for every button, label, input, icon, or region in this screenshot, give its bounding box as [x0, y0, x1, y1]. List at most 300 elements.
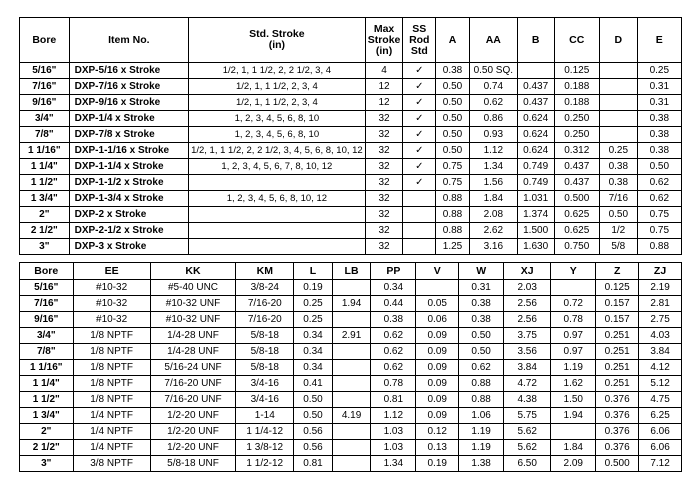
table-cell: 1/2, 1, 1 1/2, 2, 3, 4	[189, 79, 366, 95]
column-header: L	[294, 263, 333, 280]
table-cell: 7/16	[600, 191, 638, 207]
table-cell: 0.624	[517, 111, 554, 127]
table-cell: 5/8-18	[236, 328, 294, 344]
table-cell: 5/8	[600, 239, 638, 255]
table-cell	[189, 175, 366, 191]
table-cell: 2.08	[469, 207, 517, 223]
table-cell: 0.625	[554, 223, 600, 239]
column-header: EE	[73, 263, 150, 280]
column-header: KK	[150, 263, 236, 280]
table-cell: 0.251	[596, 376, 639, 392]
table-cell: 0.19	[416, 456, 459, 472]
table-cell: 0.38	[600, 175, 638, 191]
table-cell: 1/2, 1, 1 1/2, 2, 2 1/2, 3, 4, 5, 6, 8, 10, 12	[189, 143, 366, 159]
table-cell: 0.44	[371, 296, 416, 312]
table-cell: 1.031	[517, 191, 554, 207]
table-row	[20, 79, 682, 95]
table-cell: 0.19	[294, 280, 333, 296]
table-cell: 2.56	[504, 296, 551, 312]
table-cell: 0.09	[416, 328, 459, 344]
bore-cell: 5/16"	[20, 280, 74, 296]
column-header-text: CC	[569, 33, 585, 46]
table-cell: 4.38	[504, 392, 551, 408]
table-cell: 1.34	[371, 456, 416, 472]
table-cell	[332, 440, 371, 456]
column-header: Z	[596, 263, 639, 280]
column-header-text: Stroke	[367, 33, 401, 46]
table-cell	[600, 111, 638, 127]
table-cell: 5.75	[504, 408, 551, 424]
table-cell: DXP-5/16 x Stroke	[69, 63, 188, 79]
table-cell: 0.376	[596, 424, 639, 440]
table-cell: 1/2-20 UNF	[150, 424, 236, 440]
column-header	[436, 18, 470, 63]
table-row	[20, 239, 682, 255]
table-cell: 0.31	[637, 95, 681, 111]
table-cell: 1/8 NPTF	[73, 360, 150, 376]
column-header: Y	[551, 263, 596, 280]
table-cell: 0.34	[294, 328, 333, 344]
table-cell: DXP-1-1/4 x Stroke	[69, 159, 188, 175]
column-header: Bore	[20, 263, 74, 280]
table-cell: 0.38	[637, 127, 681, 143]
table-row	[20, 424, 682, 440]
table-cell: 1.19	[459, 440, 504, 456]
table-cell: 1.630	[517, 239, 554, 255]
table-cell: 0.749	[517, 159, 554, 175]
table-cell: #10-32 UNF	[150, 312, 236, 328]
table-cell: 0.12	[416, 424, 459, 440]
table-cell	[517, 63, 554, 79]
table-cell: 0.38	[371, 312, 416, 328]
table-cell: 0.62	[459, 360, 504, 376]
table-cell: 0.75	[637, 223, 681, 239]
table-cell: 32	[365, 207, 403, 223]
table-cell: 0.376	[596, 408, 639, 424]
table-cell	[551, 424, 596, 440]
table-cell: 1.84	[551, 440, 596, 456]
ss-rod-check-cell: ✓	[403, 143, 436, 159]
table-cell: 0.75	[436, 175, 470, 191]
column-header-text: Max	[373, 22, 395, 35]
table-cell: 0.31	[637, 79, 681, 95]
table-cell	[600, 95, 638, 111]
table-cell: 0.97	[551, 344, 596, 360]
table-cell: 0.56	[294, 440, 333, 456]
table-cell: 2.56	[504, 312, 551, 328]
table-row	[20, 207, 682, 223]
table-cell: 1/4 NPTF	[73, 408, 150, 424]
table-cell: DXP-3 x Stroke	[69, 239, 188, 255]
table-cell: 2.19	[639, 280, 682, 296]
table-cell: 0.38	[459, 296, 504, 312]
table-row	[20, 280, 682, 296]
column-header-text: Std. Stroke	[249, 28, 305, 40]
column-header	[554, 18, 600, 63]
table-cell: 32	[365, 143, 403, 159]
column-header-text: Rod	[409, 33, 430, 46]
table-cell: 3/8-24	[236, 280, 294, 296]
table-cell: 1/4-28 UNF	[150, 328, 236, 344]
table-header-row	[20, 18, 682, 63]
table-cell	[416, 280, 459, 296]
table-header-row	[20, 263, 682, 280]
bore-cell: 1 1/4"	[20, 376, 74, 392]
table-cell: 0.97	[551, 328, 596, 344]
table-row	[20, 143, 682, 159]
table-cell: 1.19	[459, 424, 504, 440]
table-row	[20, 127, 682, 143]
table-cell: 1 1/2-12	[236, 456, 294, 472]
table-cell: 1, 2, 3, 4, 5, 6, 7, 8, 10, 12	[189, 159, 366, 175]
table-cell: 0.50	[436, 111, 470, 127]
table-cell: 0.50	[436, 127, 470, 143]
table-cell: 0.78	[551, 312, 596, 328]
table-row	[20, 223, 682, 239]
table-cell: #10-32	[73, 296, 150, 312]
table-cell: 0.86	[469, 111, 517, 127]
table-row	[20, 360, 682, 376]
table-row	[20, 111, 682, 127]
column-header: PP	[371, 263, 416, 280]
column-header	[469, 18, 517, 63]
table-cell: 0.50	[294, 392, 333, 408]
table-cell: 32	[365, 159, 403, 175]
table-cell: 0.437	[554, 159, 600, 175]
table-cell: 0.50	[637, 159, 681, 175]
bore-cell: 3"	[20, 456, 74, 472]
table-row	[20, 159, 682, 175]
table-cell: 4.19	[332, 408, 371, 424]
table-cell: 0.437	[517, 95, 554, 111]
bore-cell: 2"	[20, 207, 70, 223]
table-cell: 32	[365, 223, 403, 239]
table-cell: 0.50	[459, 328, 504, 344]
table-row	[20, 392, 682, 408]
ss-rod-check-cell: ✓	[403, 63, 436, 79]
table-cell	[189, 207, 366, 223]
table-cell: 0.78	[371, 376, 416, 392]
table-cell: 7.12	[639, 456, 682, 472]
table-cell: 0.34	[371, 280, 416, 296]
bore-cell: 7/8"	[20, 344, 74, 360]
table-cell	[600, 127, 638, 143]
table-cell: 0.62	[637, 175, 681, 191]
table-row	[20, 63, 682, 79]
bore-cell: 3/4"	[20, 111, 70, 127]
table-cell: #10-32	[73, 312, 150, 328]
column-header: V	[416, 263, 459, 280]
column-header-text: A	[448, 33, 457, 46]
table-cell: 0.75	[637, 207, 681, 223]
table-cell: 3.56	[504, 344, 551, 360]
table-cell: 6.25	[639, 408, 682, 424]
table-cell: DXP-9/16 x Stroke	[69, 95, 188, 111]
column-header-text: Std	[410, 44, 428, 57]
column-header: W	[459, 263, 504, 280]
table-cell: 1/2-20 UNF	[150, 408, 236, 424]
table-cell: DXP-1-1/16 x Stroke	[69, 143, 188, 159]
table-cell: 0.75	[436, 159, 470, 175]
table-cell: 0.312	[554, 143, 600, 159]
ss-rod-check-cell	[403, 207, 436, 223]
table-cell: 2.91	[332, 328, 371, 344]
table-cell: 0.41	[294, 376, 333, 392]
table-cell	[551, 280, 596, 296]
table-cell: 0.62	[637, 191, 681, 207]
bore-cell: 3/4"	[20, 328, 74, 344]
ss-rod-check-cell	[403, 191, 436, 207]
table-cell: 0.125	[554, 63, 600, 79]
table-row	[20, 408, 682, 424]
table-cell: 5/16-24 UNF	[150, 360, 236, 376]
table-cell: 0.38	[459, 312, 504, 328]
table-cell: 5/8-18 UNF	[150, 456, 236, 472]
table-cell: 0.88	[436, 207, 470, 223]
table-row	[20, 191, 682, 207]
table-cell: 1, 2, 3, 4, 5, 6, 8, 10	[189, 111, 366, 127]
table-cell: 0.56	[294, 424, 333, 440]
table-cell: 1/4 NPTF	[73, 440, 150, 456]
bore-cell: 1 1/16"	[20, 360, 74, 376]
table-cell: 1/2-20 UNF	[150, 440, 236, 456]
table-cell: 0.624	[517, 127, 554, 143]
table-row	[20, 175, 682, 191]
table-cell	[600, 63, 638, 79]
table-cell: 0.09	[416, 376, 459, 392]
column-header-text: (in)	[268, 39, 286, 51]
table-cell: DXP-7/16 x Stroke	[69, 79, 188, 95]
column-header-text: (in)	[375, 44, 393, 57]
table-cell: 0.88	[459, 392, 504, 408]
column-header	[403, 18, 436, 63]
specs-table-threads	[19, 262, 682, 472]
table-cell: 1.94	[332, 296, 371, 312]
table-cell: 0.50 SQ.	[469, 63, 517, 79]
table-cell: 0.06	[416, 312, 459, 328]
table-cell	[332, 424, 371, 440]
table-cell: 0.188	[554, 95, 600, 111]
table-cell: 1.12	[469, 143, 517, 159]
table-cell: 3/8 NPTF	[73, 456, 150, 472]
table-cell: DXP-1-3/4 x Stroke	[69, 191, 188, 207]
table-cell: 0.251	[596, 344, 639, 360]
table-cell: 0.62	[371, 328, 416, 344]
table-cell: 0.125	[596, 280, 639, 296]
table-cell: 1/8 NPTF	[73, 376, 150, 392]
table-row	[20, 456, 682, 472]
table-cell: 0.38	[600, 159, 638, 175]
table-cell: 0.81	[294, 456, 333, 472]
ss-rod-check-cell: ✓	[403, 159, 436, 175]
column-header: LB	[332, 263, 371, 280]
bore-cell: 9/16"	[20, 95, 70, 111]
table-cell: DXP-7/8 x Stroke	[69, 127, 188, 143]
table-cell: 6.06	[639, 424, 682, 440]
table-cell: 0.31	[459, 280, 504, 296]
table-cell: 32	[365, 127, 403, 143]
column-header	[69, 18, 188, 63]
table-cell: 0.157	[596, 312, 639, 328]
table-cell: 0.500	[554, 191, 600, 207]
table-cell: DXP-2-1/2 x Stroke	[69, 223, 188, 239]
column-header: KM	[236, 263, 294, 280]
table-cell: 3/4-16	[236, 376, 294, 392]
table-cell: 0.25	[294, 296, 333, 312]
table-cell: 1-14	[236, 408, 294, 424]
table-cell: 2.75	[639, 312, 682, 328]
table-cell: 12	[365, 95, 403, 111]
table-row	[20, 328, 682, 344]
column-header	[600, 18, 638, 63]
table-cell: 0.250	[554, 111, 600, 127]
table-cell: 5/8-18	[236, 360, 294, 376]
table-cell: 1.25	[436, 239, 470, 255]
table-cell: 1/2	[600, 223, 638, 239]
table-cell: 6.06	[639, 440, 682, 456]
table-row	[20, 440, 682, 456]
table-cell: 32	[365, 111, 403, 127]
table-cell: 2.09	[551, 456, 596, 472]
table-cell: 0.88	[436, 223, 470, 239]
table-cell	[600, 79, 638, 95]
table-cell: 2.62	[469, 223, 517, 239]
table-cell: 0.62	[371, 344, 416, 360]
column-header-text: E	[655, 33, 663, 46]
table-cell: 1/4 NPTF	[73, 424, 150, 440]
bore-cell: 7/16"	[20, 296, 74, 312]
bore-cell: 1 1/16"	[20, 143, 70, 159]
ss-rod-check-cell	[403, 223, 436, 239]
table-cell: 7/16-20 UNF	[150, 392, 236, 408]
table-cell: 3.75	[504, 328, 551, 344]
table-cell: 32	[365, 239, 403, 255]
table-cell: 0.62	[371, 360, 416, 376]
table-cell: 3.16	[469, 239, 517, 255]
table-cell: 32	[365, 175, 403, 191]
bore-cell: 5/16"	[20, 63, 70, 79]
table-cell: DXP-1/4 x Stroke	[69, 111, 188, 127]
bore-cell: 9/16"	[20, 312, 74, 328]
table-cell	[332, 312, 371, 328]
table-cell	[332, 280, 371, 296]
ss-rod-check-cell: ✓	[403, 111, 436, 127]
table-cell: 1.94	[551, 408, 596, 424]
table-cell: 0.188	[554, 79, 600, 95]
table-cell: 1, 2, 3, 4, 5, 6, 8, 10	[189, 127, 366, 143]
table-cell	[332, 360, 371, 376]
ss-rod-check-cell: ✓	[403, 79, 436, 95]
bore-cell: 1 1/2"	[20, 175, 70, 191]
column-header-text: B	[531, 33, 540, 46]
column-header: XJ	[504, 263, 551, 280]
column-header	[365, 18, 403, 63]
table-cell: DXP-1-1/2 x Stroke	[69, 175, 188, 191]
ss-rod-check-cell: ✓	[403, 175, 436, 191]
table-cell: 7/16-20	[236, 312, 294, 328]
bore-cell: 7/16"	[20, 79, 70, 95]
table-cell: DXP-2 x Stroke	[69, 207, 188, 223]
table-cell: 7/16-20 UNF	[150, 376, 236, 392]
table-cell: 0.09	[416, 408, 459, 424]
table-cell: 0.72	[551, 296, 596, 312]
table-cell	[189, 239, 366, 255]
table-cell: 0.88	[637, 239, 681, 255]
table-cell: 1 3/8-12	[236, 440, 294, 456]
table-cell: 0.750	[554, 239, 600, 255]
table-cell: 6.50	[504, 456, 551, 472]
table-cell: 0.250	[554, 127, 600, 143]
table-cell: 0.50	[459, 344, 504, 360]
table-cell: 0.38	[436, 63, 470, 79]
table-cell: 1.12	[371, 408, 416, 424]
table-cell: 7/16-20	[236, 296, 294, 312]
table-cell: 1.374	[517, 207, 554, 223]
table-cell	[332, 376, 371, 392]
table-cell: 4.72	[504, 376, 551, 392]
bore-cell: 1 3/4"	[20, 408, 74, 424]
table-cell: 0.88	[436, 191, 470, 207]
table-cell: 3.84	[639, 344, 682, 360]
table-cell: 0.157	[596, 296, 639, 312]
table-cell: 0.50	[294, 408, 333, 424]
table-cell: 0.50	[436, 95, 470, 111]
table-cell: #5-40 UNC	[150, 280, 236, 296]
table-cell: 1.62	[551, 376, 596, 392]
column-header: ZJ	[639, 263, 682, 280]
table-cell: 0.50	[436, 143, 470, 159]
table-cell: 0.376	[596, 440, 639, 456]
table-cell: 0.624	[517, 143, 554, 159]
column-header-text: SS	[412, 22, 427, 35]
column-header	[637, 18, 681, 63]
table-cell: 0.251	[596, 360, 639, 376]
table-cell: 0.34	[294, 344, 333, 360]
table-cell: 1/2, 1, 1 1/2, 2, 3, 4	[189, 95, 366, 111]
bore-cell: 2"	[20, 424, 74, 440]
table-cell: 0.62	[469, 95, 517, 111]
table-cell: 0.09	[416, 392, 459, 408]
table-cell: 0.81	[371, 392, 416, 408]
table-cell: 0.25	[600, 143, 638, 159]
table-cell: 1.03	[371, 424, 416, 440]
table-cell: 0.251	[596, 328, 639, 344]
table-cell: 4.03	[639, 328, 682, 344]
column-header	[189, 18, 366, 63]
table-cell: 0.437	[554, 175, 600, 191]
table-row	[20, 376, 682, 392]
table-cell: 1.03	[371, 440, 416, 456]
table-cell: #10-32 UNF	[150, 296, 236, 312]
table-cell: 3.84	[504, 360, 551, 376]
table-row	[20, 296, 682, 312]
table-cell: 1/4-28 UNF	[150, 344, 236, 360]
table-cell: 4.12	[639, 360, 682, 376]
table-row	[20, 312, 682, 328]
table-row	[20, 344, 682, 360]
column-header	[517, 18, 554, 63]
table-cell: 0.09	[416, 360, 459, 376]
table-cell: 4.75	[639, 392, 682, 408]
table-cell: 1.84	[469, 191, 517, 207]
table-cell: 0.437	[517, 79, 554, 95]
table-cell: 1/2, 1, 1 1/2, 2, 2 1/2, 3, 4	[189, 63, 366, 79]
table-cell: 1.50	[551, 392, 596, 408]
table-cell: 1.500	[517, 223, 554, 239]
bore-cell: 3"	[20, 239, 70, 255]
table-cell: 0.376	[596, 392, 639, 408]
table-cell: 0.25	[637, 63, 681, 79]
